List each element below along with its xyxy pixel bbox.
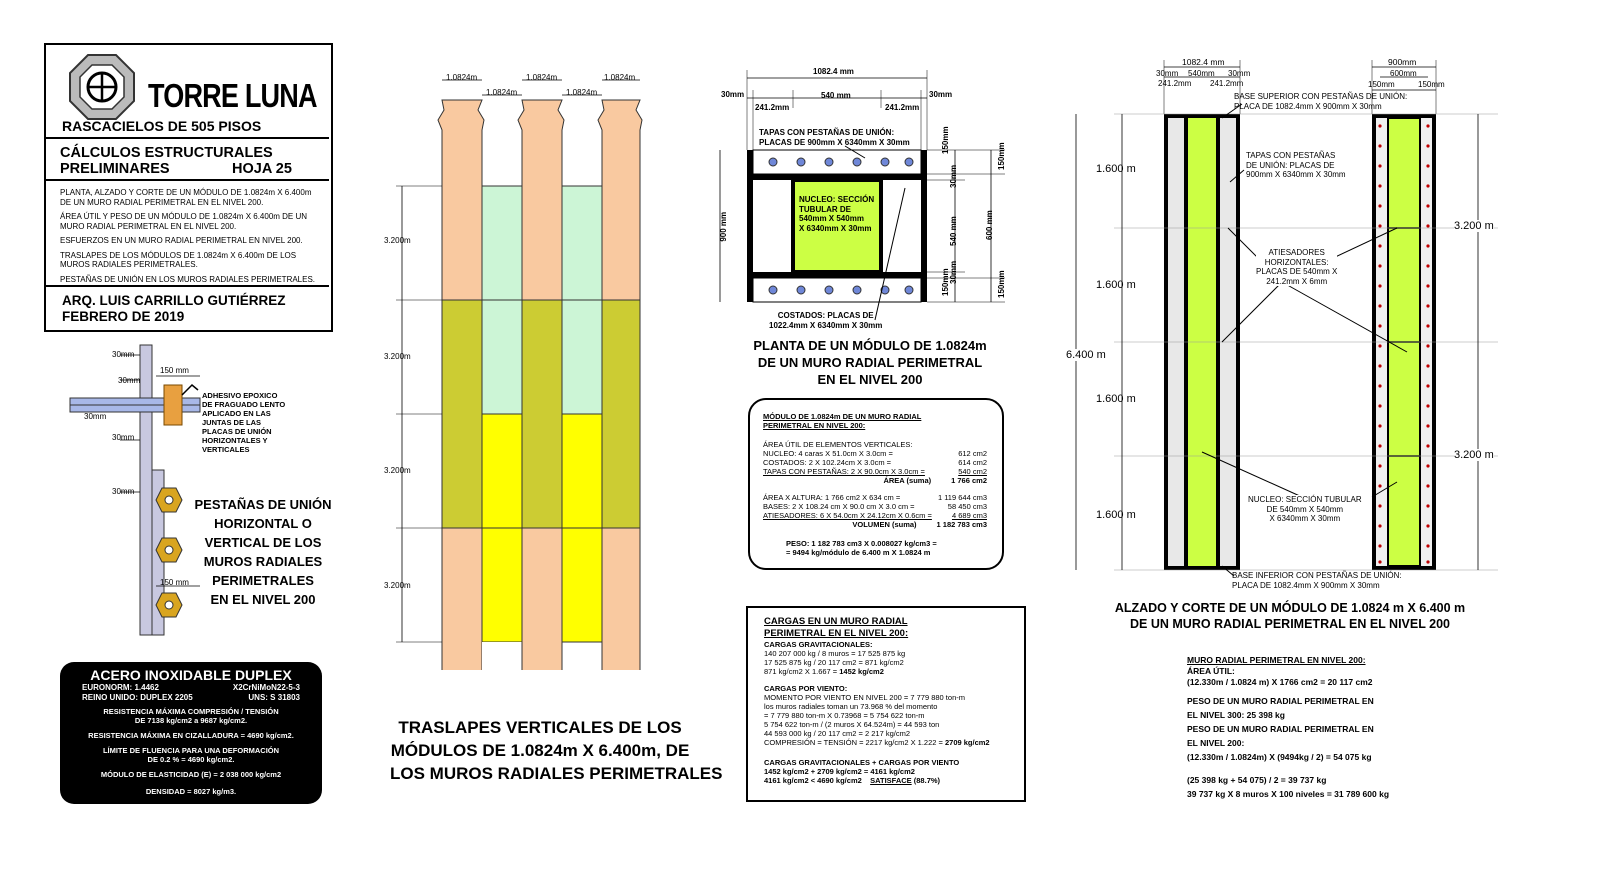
note-4: TRASLAPES DE LOS MÓDULOS DE 1.0824m X 6.400m DE LOS MUROS RADIALES PERIMETRALES. (60, 250, 297, 269)
uns-code: UNS: S 31803 (248, 693, 300, 702)
weight-h1: MURO RADIAL PERIMETRAL EN NIVEL 200: (1187, 655, 1366, 665)
wind-block: CARGAS POR VIENTO: MOMENTO POR VIENTO EN NIVEL 200 = 7 779 880 ton-m los muros radiales toman un 73.968 % del momento = 7 779 880 ton-m X 0.73968 = 5 754 622 ton-m 5 754 622 ton-m / (2 muros X 64.524m) = 44 593 ton 44 593 000 kg / 20 117 cm2 = 2 217 kg/cm2 COMPRESIÓN = TENSIÓN = 2217 kg/cm2 X 1.222 = 2709 kg/cm2 (764, 684, 990, 747)
calc-title-2: PRELIMINARES (60, 161, 170, 177)
core-note: NUCLEO: SECCIÓN TUBULAR DE 540mm X 540mm X 6340mm X 30mm (799, 195, 875, 233)
adhesive-note: ADHESIVO EPOXICO DE FRAGUADO LENTO APLICADO EN LAS JUNTAS DE LAS PLACAS DE UNIÓN HORIZONTALES Y VERTICALES (202, 391, 286, 454)
flange-caption: PESTAÑAS DE UNIÓN HORIZONTAL O VERTICAL DE LOS MUROS RADIALES PERIMETRALES EN EL NIVEL 200 (194, 497, 332, 607)
area-rows (763, 449, 987, 485)
title-block (44, 43, 333, 332)
calc-title-1: CÁLCULOS ESTRUCTURALES (60, 145, 273, 161)
dim-label: 30mm (112, 350, 135, 359)
elevation-drawing (1062, 52, 1512, 590)
uk-grade: REINO UNIDO: DUPLEX 2205 (82, 693, 193, 702)
volume-row: ÁREA X ALTURA: 1 766 cm2 X 634 cm = 1 119 644 cm3 (763, 493, 987, 502)
overlap-drawing (380, 70, 680, 670)
sheet-notes (60, 188, 318, 284)
volume-row: BASES: 2 X 108.24 cm X 90.0 cm X 3.0 cm = 58 450 cm3 (763, 502, 987, 511)
dim-label: 30mm (84, 412, 107, 421)
dim-label: 30mm (112, 433, 135, 442)
elev-dim: 1082.4 mm (1182, 57, 1225, 67)
overlap-top-dim: 1.0824m (446, 73, 478, 82)
area-row: TAPAS CON PESTAÑAS: 2 X 90.0cm X 3.0cm = 540 cm2 (763, 467, 987, 476)
steel-p1: RESISTENCIA MÁXIMA COMPRESIÓN / TENSIÓN DE 7138 kg/cm2 a 9687 kg/cm2. (103, 707, 279, 725)
sum-block: CARGAS GRAVITACIONALES + CARGAS POR VIENTO 1452 kg/cm2 + 2709 kg/cm2 = 4161 kg/cm2 4161 kg/cm2 < 4690 kg/cm2 SATISFACE (88.7%) (764, 758, 960, 785)
overlap-caption: TRASLAPES VERTICALES DE LOS MÓDULOS DE 1.0824m X 6.400m, DE LOS MUROS RADIALES PERIMETRALES (390, 718, 723, 783)
elev-dim: 150mm (1368, 80, 1395, 89)
weight-block: MURO RADIAL PERIMETRAL EN NIVEL 200: ÁREA ÚTIL: (12.330m / 1.0824 m) X 1766 cm2 = 20 117 cm2 PESO DE UN MURO RADIAL PERIMETRAL EN EL NIVEL 300: 25 398 kg PESO DE UN MURO RADIAL PERIMETRAL EN EL NIVEL 200: (12.330m / 1.0824m) X (9494kg / 2) = 54 075 kg (25 398 kg + 54 075) / 2 = 39 737 kg 39 737 kg X 8 muros X 100 niveles = 31 789 600 kg (1187, 655, 1390, 799)
elev-dim: 241.2mm (1158, 79, 1192, 88)
plan-caption: PLANTA DE UN MÓDULO DE 1.0824m DE UN MURO RADIAL PERIMETRAL EN EL NIVEL 200 (753, 338, 987, 387)
loads-box (746, 606, 1026, 802)
author: ARQ. LUIS CARRILLO GUTIÉRREZ (62, 293, 286, 308)
plan-dim: 150mm (997, 270, 1006, 298)
elev-dim: 241.2mm (1210, 79, 1244, 88)
steel-p5: DENSIDAD = 8027 kg/m3. (145, 787, 237, 796)
elev-dim: 900mm (1388, 57, 1417, 67)
elev-height: 1.600 m (1096, 393, 1136, 405)
plan-dim: 241.2mm (885, 103, 920, 112)
divider (44, 179, 329, 181)
euronorm: EURONORM: 1.4462 (82, 683, 159, 692)
tapas-note: TAPAS CON PESTAÑAS DE UNIÓN: PLACAS DE 900mm X 6340mm X 30mm (759, 128, 910, 147)
overlap-height: 3.200m (384, 236, 411, 245)
area-row: NUCLEO: 4 caras X 51.0cm X 3.0cm = 612 cm2 (763, 449, 987, 458)
elev-total-height: 6.400 m (1066, 349, 1106, 361)
area-sub: ÁREA ÚTIL DE ELEMENTOS VERTICALES: (763, 440, 913, 449)
elev-height-right: 3.200 m (1454, 449, 1494, 461)
plan-dim: 600 mm (985, 210, 994, 240)
note-3: ESFUERZOS EN UN MURO RADIAL PERIMETRAL EN NIVEL 200. (60, 236, 303, 245)
dim-label: 150 mm (160, 366, 189, 375)
elev-height: 1.600 m (1096, 163, 1136, 175)
elev-height: 1.600 m (1096, 509, 1136, 521)
project-subtitle: RASCACIELOS DE 505 PISOS (62, 118, 262, 134)
elev-dim: 30mm (1228, 69, 1251, 78)
plan-dim: 30mm (949, 260, 958, 284)
dim-label: 150 mm (160, 578, 189, 587)
overlap-top-dim: 1.0824m (526, 73, 558, 82)
overlap-height: 3.200m (384, 352, 411, 361)
nucleo-elev-note: NUCLEO: SECCIÓN TUBULAR DE 540mm X 540mm X 6340mm X 30mm (1248, 495, 1362, 523)
elev-height-right: 3.200 m (1454, 220, 1494, 232)
plan-dim: 150mm (941, 126, 950, 154)
dim-label: 30mm (118, 376, 141, 385)
divider (44, 285, 329, 287)
plan-dim: 540 mm (949, 216, 958, 246)
plan-dim: 150mm (941, 268, 950, 296)
volume-rows (763, 493, 987, 529)
satisface-label: SATISFACE (870, 776, 912, 785)
note-2: ÁREA ÚTIL Y PESO DE UN MÓDULO DE 1.0824m X 6.400m DE UN MURO RADIAL PERIMETRAL EN EL NIVEL 200. (60, 212, 308, 231)
flange-detail (60, 340, 340, 650)
steel-title: ACERO INOXIDABLE DUPLEX (90, 667, 292, 683)
area-title: MÓDULO DE 1.0824m DE UN MURO RADIAL PERIMETRAL EN NIVEL 200: (763, 412, 922, 430)
euronorm-code: X2CrNiMoN22-5-3 (232, 683, 300, 692)
volume-sum: VOLUMEN (suma) 1 182 783 cm3 (852, 520, 987, 529)
weight-note: PESO: 1 182 783 cm3 X 0.008027 kg/cm3 = = 9494 kg/módulo de 6.400 m X 1.0824 m (786, 539, 937, 557)
overlap-height: 3.200m (384, 466, 411, 475)
plan-dim: 30mm (949, 164, 958, 188)
elev-dim: 30mm (1156, 69, 1179, 78)
overlap-top-dim: 1.0824m (486, 88, 518, 97)
plan-dim: 30mm (721, 90, 745, 99)
steel-p4: MÓDULO DE ELASTICIDAD (E) = 2 038 000 kg/cm2 (100, 770, 282, 779)
plan-dim: 241.2mm (755, 103, 790, 112)
divider (44, 137, 329, 139)
area-sum: ÁREA (suma) 1 766 cm2 (883, 476, 987, 485)
elev-dim: 600mm (1390, 69, 1417, 78)
elev-dim: 540mm (1188, 69, 1215, 78)
dim-label: 30mm (112, 487, 135, 496)
plan-dim: 900 mm (719, 211, 729, 242)
weight-h2: ÁREA ÚTIL: (1187, 666, 1235, 676)
elevation-caption: ALZADO Y CORTE DE UN MÓDULO DE 1.0824 m X 6.400 m DE UN MURO RADIAL PERIMETRAL EN EL NIVEL 200 (1114, 601, 1466, 631)
steel-p2: RESISTENCIA MÁXIMA EN CIZALLADURA = 4690 kg/cm2. (88, 731, 294, 740)
area-row: COSTADOS: 2 X 102.24cm X 3.0cm = 614 cm2 (763, 458, 987, 467)
octagon-logo-icon (66, 51, 138, 123)
tapas-elev-note: TAPAS CON PESTAÑAS DE UNIÓN: PLACAS DE 900mm X 6340mm X 30mm (1246, 151, 1346, 179)
sheet-number: HOJA 25 (232, 161, 292, 177)
date: FEBRERO DE 2019 (62, 309, 185, 324)
plan-dim: 1082.4 mm (813, 67, 854, 76)
atiesadores-note: ATIESADORES HORIZONTALES: PLACAS DE 540mm X 241.2mm X 6mm (1256, 248, 1338, 286)
plan-dim: 150mm (997, 142, 1006, 170)
note-5: PESTAÑAS DE UNIÓN EN LOS MUROS RADIALES PERIMETRALES. (60, 274, 316, 284)
overlap-top-dim: 1.0824m (566, 88, 598, 97)
plan-drawing (715, 58, 1025, 338)
base-inf-note: BASE INFERIOR CON PESTAÑAS DE UNIÓN: PLACA DE 1082.4mm X 900mm X 30mm (1232, 571, 1402, 590)
loads-title: CARGAS EN UN MURO RADIAL PERIMETRAL EN EL NIVEL 200: (764, 616, 909, 639)
overlap-height: 3.200m (384, 581, 411, 590)
plan-dim: 30mm (929, 90, 953, 99)
note-1: PLANTA, ALZADO Y CORTE DE UN MÓDULO DE 1.0824m X 6.400m DE UN MURO RADIAL PERIMETRAL EN EL NIVEL 200. (60, 188, 312, 207)
project-title: TORRE LUNA (148, 77, 317, 114)
costados-note: COSTADOS: PLACAS DE 1022.4mm X 6340mm X 30mm (769, 311, 883, 330)
grav-block: CARGAS GRAVITACIONALES: 140 207 000 kg / 8 muros = 17 525 875 kg 17 525 875 kg / 20 117 cm2 = 871 kg/cm2 871 kg/cm2 X 1.667 = 1452 kg/cm2 (764, 640, 906, 676)
volume-row: ATIESADORES: 6 X 54.0cm X 24.12cm X 0.6cm = 4 689 cm3 (763, 511, 987, 520)
elev-height: 1.600 m (1096, 279, 1136, 291)
plan-dim: 540 mm (821, 91, 851, 100)
area-box (748, 398, 1004, 570)
elev-dim: 150mm (1418, 80, 1445, 89)
overlap-svg (380, 70, 680, 670)
steel-p3: LÍMITE DE FLUENCIA PARA UNA DEFORMACIÓN DE 0.2 % = 4690 kg/cm2. (102, 746, 280, 764)
overlap-top-dim: 1.0824m (604, 73, 636, 82)
steel-spec-box (60, 662, 322, 804)
base-sup-note: BASE SUPERIOR CON PESTAÑAS DE UNIÓN: PLACA DE 1082.4mm X 900mm X 30mm (1234, 92, 1408, 111)
